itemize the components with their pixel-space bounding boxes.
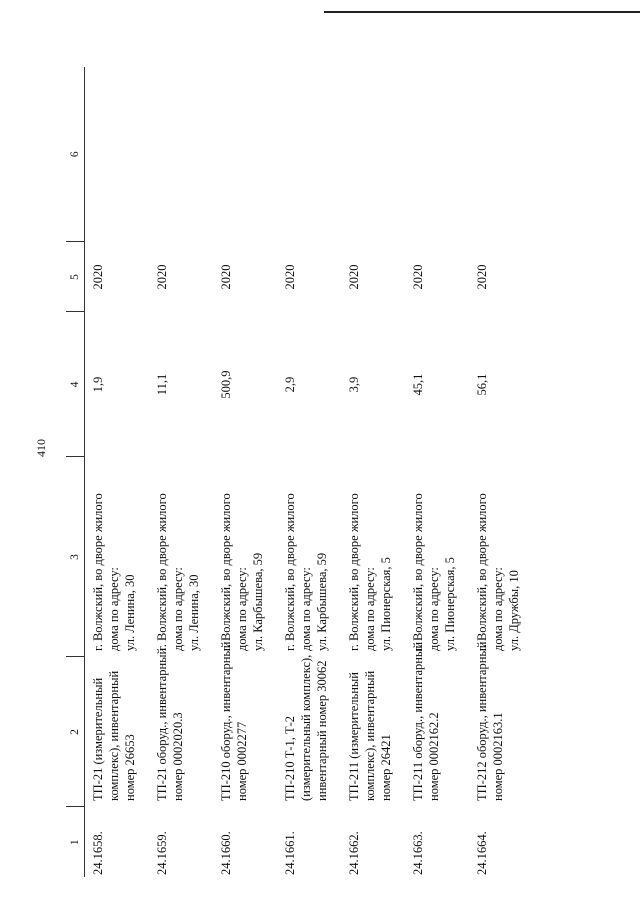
object-name-line: ТП-211 (измерительный <box>347 672 362 801</box>
object-value: 2,9 <box>283 376 298 393</box>
registry-table <box>66 67 533 877</box>
object-name-line: ТП-210 оборуд., инвентарный <box>219 641 234 801</box>
rotated-table-container <box>66 67 586 877</box>
object-year: 2020 <box>347 264 362 290</box>
object-note <box>213 67 277 242</box>
object-address-line: ул. Карбышева, 59 <box>314 552 329 651</box>
object-address-line: дома по адресу: <box>171 567 185 651</box>
object-address-line: ул. Пионерская, 5 <box>378 557 393 651</box>
row-number: 24.1659. <box>155 831 170 875</box>
object-note <box>341 67 405 242</box>
object-address-line: ул. Ленина, 30 <box>186 574 201 651</box>
column-header: 2 <box>66 657 85 807</box>
object-name-line: номер 0002162.2 <box>427 712 441 801</box>
object-year: 2020 <box>283 264 298 290</box>
object-address-line: г. Волжский, во дворе жилого <box>283 493 298 651</box>
object-name-line: номер 26653 <box>122 734 137 801</box>
table-body <box>85 67 534 877</box>
object-address-line: ул. Пионерская, 5 <box>442 557 457 651</box>
object-address-line: г. Волжский, во дворе жилого <box>475 493 490 651</box>
header-row <box>66 67 85 877</box>
object-value: 500,9 <box>219 370 234 399</box>
table-row <box>277 67 341 877</box>
object-value: 11,1 <box>155 373 170 396</box>
object-address-line: ул. Карбышева, 59 <box>250 552 265 651</box>
table-row <box>85 67 150 877</box>
object-address-line: ул. Дружбы, 10 <box>506 570 521 651</box>
object-note <box>85 67 150 242</box>
object-name-line: ТП-212 оборуд., инвентарный <box>475 641 490 801</box>
object-address-line: г. Волжский, во дворе жилого <box>91 493 106 651</box>
object-name-line: ТП-21 оборуд., инвентарный <box>155 647 170 801</box>
object-address-line: дома по адресу: <box>299 567 313 651</box>
object-name <box>341 657 405 807</box>
object-value: 56,1 <box>475 373 490 396</box>
row-number: 24.1662. <box>347 831 362 875</box>
row-number: 24.1661. <box>283 831 298 875</box>
object-name-line: номер 0002277 <box>235 721 249 801</box>
column-header: 1 <box>66 807 85 877</box>
object-name-line: ТП-21 (измерительный <box>91 677 106 801</box>
object-note <box>277 67 341 242</box>
object-address <box>277 457 341 657</box>
column-header: 4 <box>66 312 85 457</box>
object-address <box>149 457 213 657</box>
page-number: 410 <box>34 439 48 457</box>
column-header: 3 <box>66 457 85 657</box>
object-address-line: г. Волжский, во дворе жилого <box>219 493 234 651</box>
row-number: 24.1660. <box>219 831 234 875</box>
row-number: 24.1658. <box>91 831 106 875</box>
object-address-line: дома по адресу: <box>491 567 505 651</box>
object-name-line: номер 0002020.3 <box>171 712 185 801</box>
object-note <box>149 67 213 242</box>
object-name-line: ТП-210 Т-1, Т-2 <box>283 715 298 801</box>
object-address-line: дома по адресу: <box>363 567 377 651</box>
column-header: 6 <box>66 67 85 242</box>
object-name-line: инвентарный номер 30062 <box>314 660 329 801</box>
object-address-line: ул. Ленина, 30 <box>122 574 137 651</box>
table-row <box>213 67 277 877</box>
object-address-line: дома по адресу: <box>107 567 121 651</box>
object-year: 2020 <box>155 264 170 290</box>
object-address-line: дома по адресу: <box>427 567 441 651</box>
object-name <box>469 641 533 807</box>
object-value: 3,9 <box>347 376 362 393</box>
object-name-line: (измерительный комплекс), <box>299 654 313 801</box>
object-name <box>149 647 213 807</box>
object-name-line: номер 0002163.1 <box>491 712 505 801</box>
object-year: 2020 <box>475 264 490 290</box>
table-row <box>149 67 213 877</box>
object-name <box>277 654 341 807</box>
object-note <box>469 67 533 242</box>
object-name <box>405 641 469 807</box>
object-address-line: г. Волжский, во дворе жилого <box>411 493 426 651</box>
row-number: 24.1663. <box>411 831 426 875</box>
object-address <box>341 457 405 657</box>
object-name-line: номер 26421 <box>378 734 393 801</box>
object-name-line: комплекс), инвентарный <box>107 670 121 801</box>
object-note <box>405 67 469 242</box>
top-rule <box>324 11 640 13</box>
row-number: 24.1664. <box>475 831 490 875</box>
object-address <box>469 457 533 657</box>
object-address <box>405 457 469 657</box>
object-value: 45,1 <box>411 373 426 396</box>
object-address-line: г. Волжский, во дворе жилого <box>155 493 170 651</box>
object-name <box>213 641 277 807</box>
object-name-line: ТП-211 оборуд., инвентарный <box>411 641 426 801</box>
object-year: 2020 <box>91 264 106 290</box>
object-value: 1,9 <box>91 376 106 393</box>
table-row <box>405 67 469 877</box>
object-address <box>85 457 150 657</box>
object-address-line: дома по адресу: <box>235 567 249 651</box>
object-address <box>213 457 277 657</box>
column-header: 5 <box>66 242 85 312</box>
object-name <box>85 657 150 807</box>
object-year: 2020 <box>411 264 426 290</box>
table-row <box>341 67 405 877</box>
object-year: 2020 <box>219 264 234 290</box>
object-address-line: г. Волжский, во дворе жилого <box>347 493 362 651</box>
object-name-line: комплекс), инвентарный <box>363 670 377 801</box>
table-row <box>469 67 533 877</box>
